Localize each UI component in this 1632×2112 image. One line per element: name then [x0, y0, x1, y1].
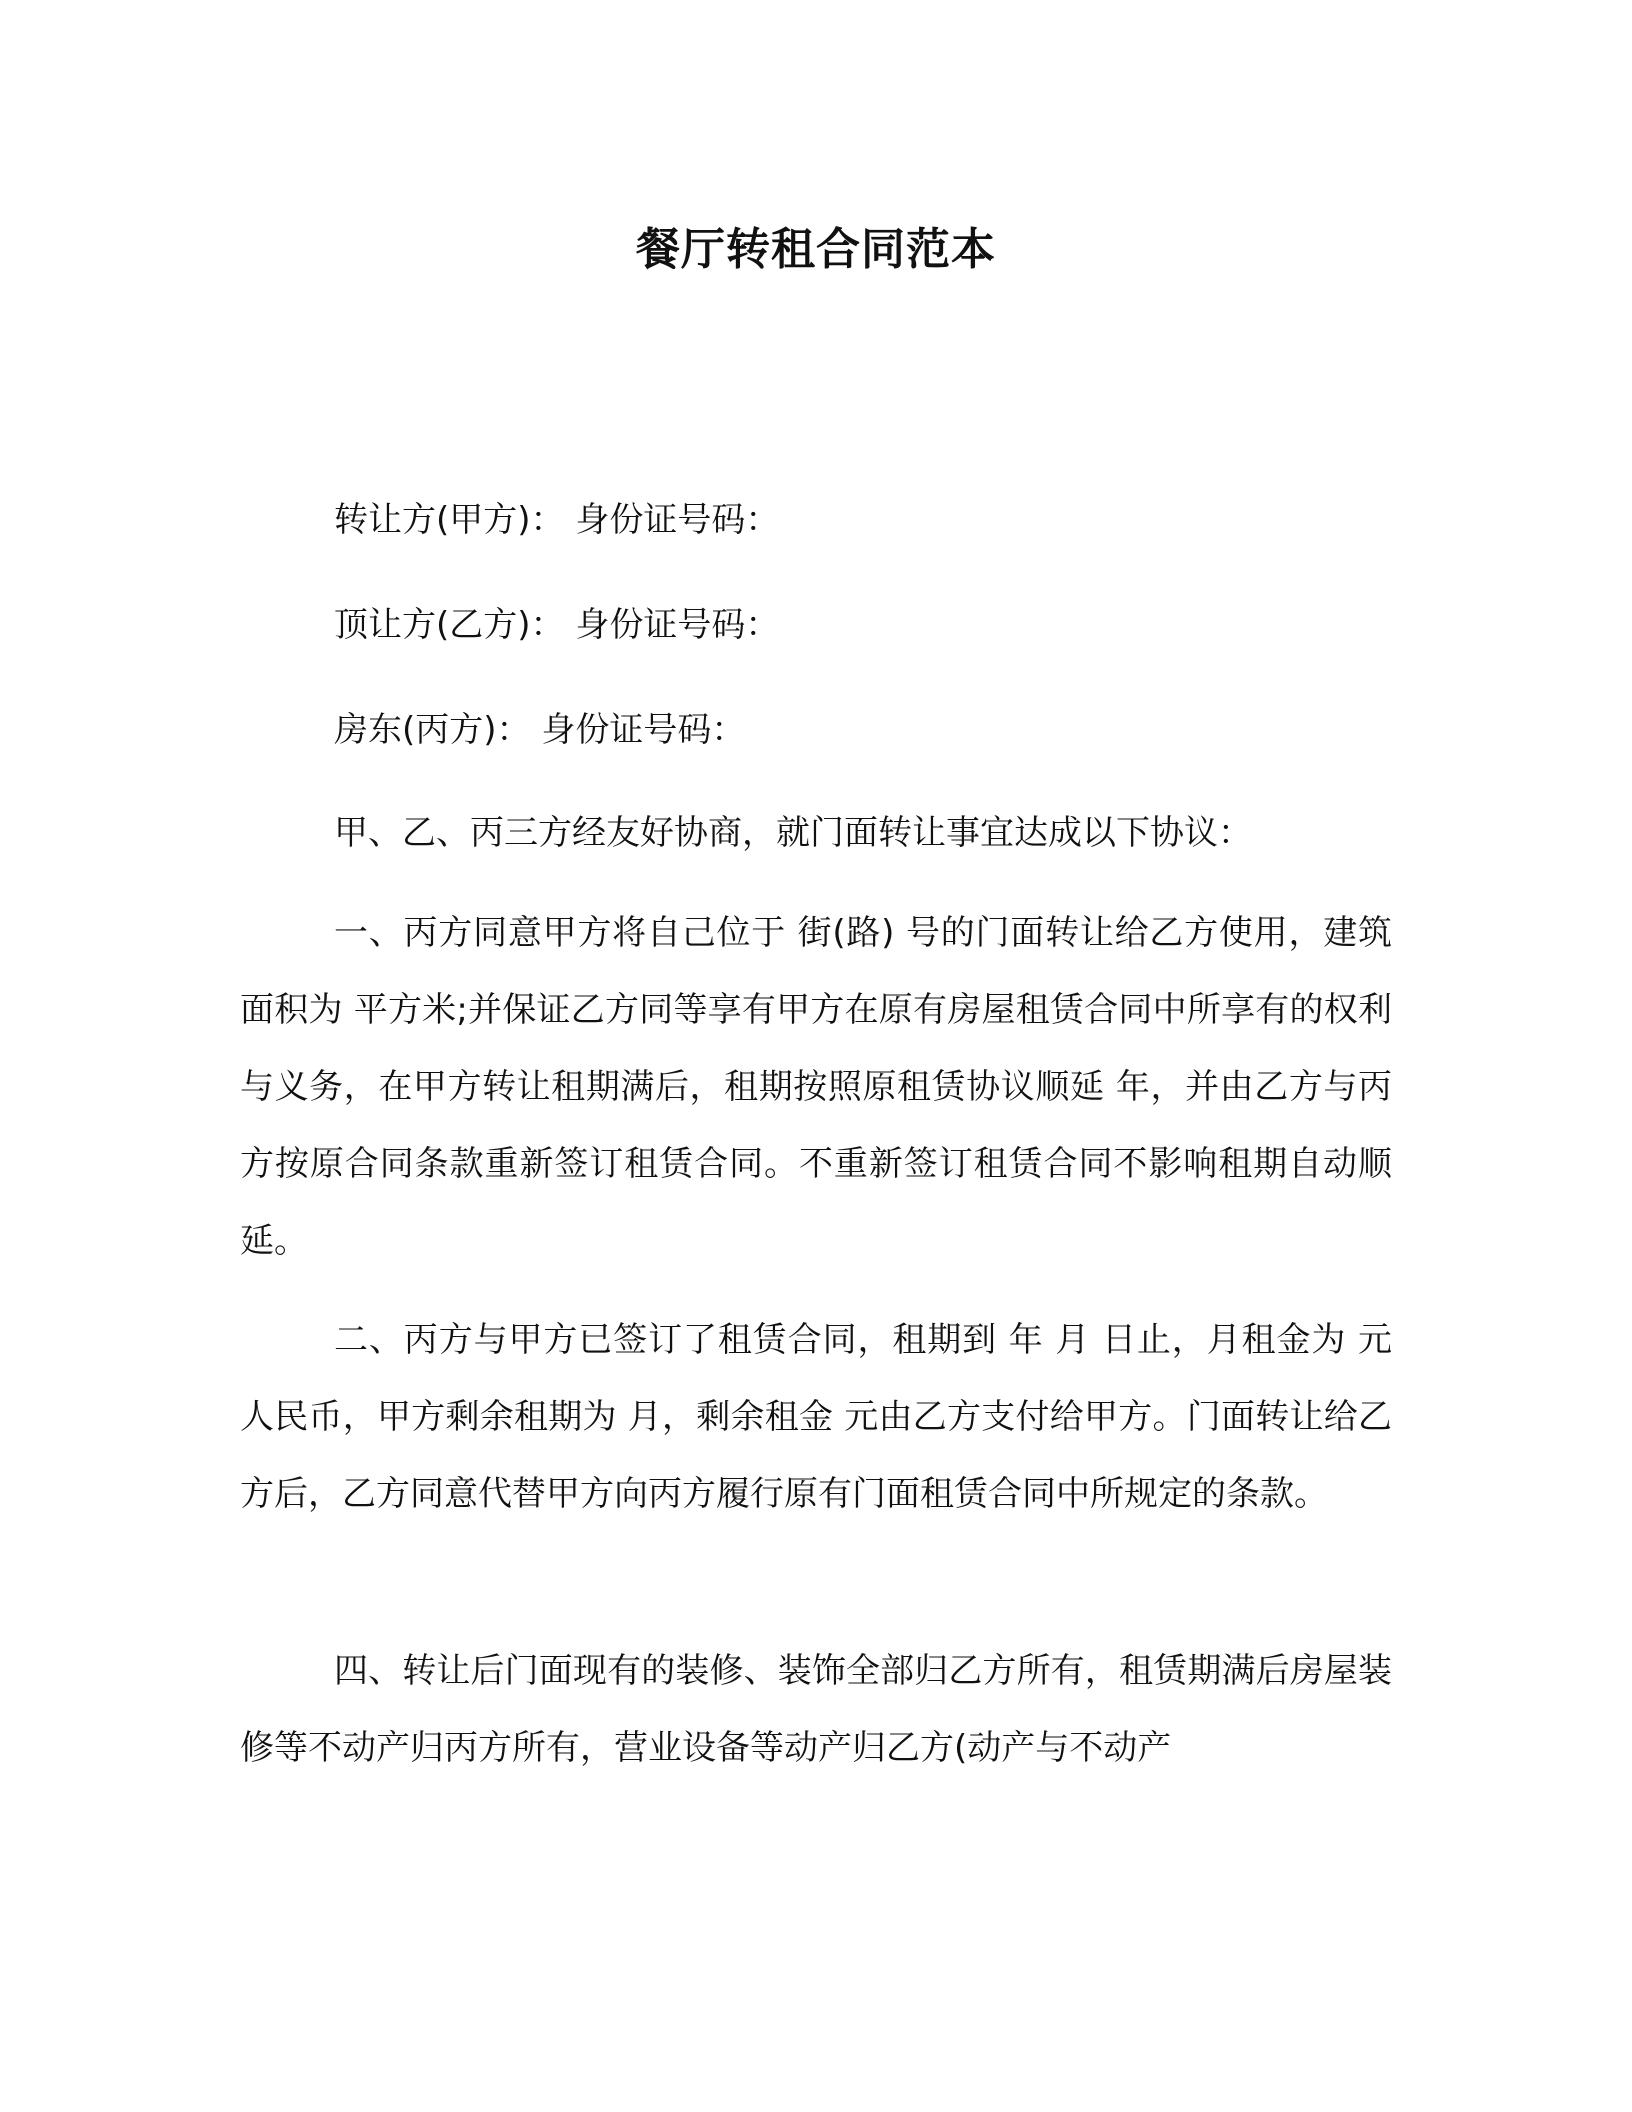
- party-landlord-line: 房东(丙方)： 身份证号码：: [334, 710, 746, 750]
- clause-four-paragraph: 四、转让后门面现有的装修、装饰全部归乙方所有，租赁期满后房屋装修等不动产归丙方所有，营业设备等动产归乙方(动产与不动产: [240, 1651, 1392, 1768]
- clause-one-paragraph: 一、丙方同意甲方将自己位于 街(路) 号的门面转让给乙方使用，建筑面积为 平方米;并保证乙方同等享有甲方在原有房屋租赁合同中所享有的权利与义务，在甲方转让租期满后，租期按照原租赁协议顺延 年，并由乙方与丙方按原合同条款重新签订租赁合同。不重新签订租赁合同不影响租期自动顺延。: [240, 913, 1392, 1261]
- preamble-paragraph: 甲、乙、丙三方经友好协商，就门面转让事宜达成以下协议：: [334, 813, 1252, 853]
- party-transferor-line: 转让方(甲方)： 身份证号码：: [334, 500, 780, 540]
- document-title: 餐厅转租合同范本: [636, 224, 996, 275]
- clause-two-paragraph: 二、丙方与甲方已签订了租赁合同，租期到 年 月 日止，月租金为 元人民币，甲方剩余租期为 月，剩余租金 元由乙方支付给甲方。门面转让给乙方后，乙方同意代替甲方向丙方履行原有门面租赁合同中所规定的条款。: [240, 1320, 1392, 1514]
- party-transferee-line: 顶让方(乙方)： 身份证号码：: [334, 605, 780, 645]
